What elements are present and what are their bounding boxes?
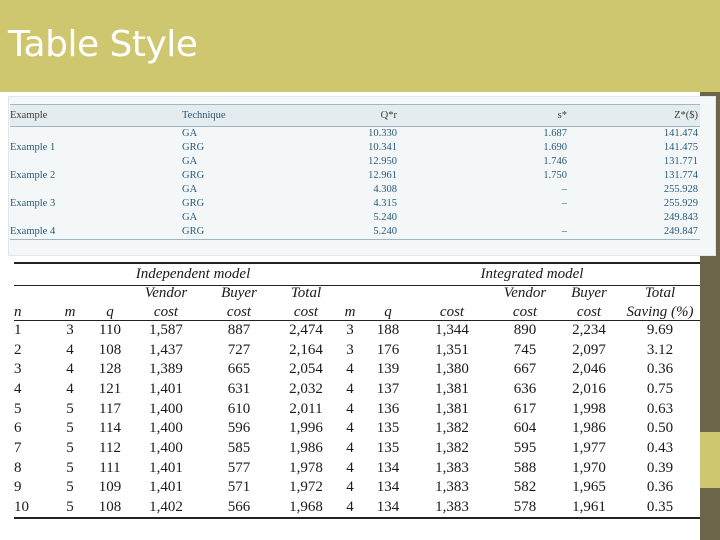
q-integrated-cell: 135 bbox=[376, 420, 400, 437]
table-row bbox=[10, 141, 700, 155]
vendor-cost-integrated-cell: 1,344 bbox=[435, 322, 469, 339]
vendor-cost-header-top: Vendor bbox=[144, 284, 188, 301]
q-cell: 111 bbox=[99, 459, 121, 476]
sub-header-row-top bbox=[14, 285, 700, 301]
vendor-cost-header-bottom: cost bbox=[130, 301, 202, 321]
m-integrated-cell: 4 bbox=[336, 498, 364, 518]
s-value-cell: – bbox=[397, 225, 567, 240]
buyer-cost-integrated-cell: 595 bbox=[513, 439, 537, 456]
total-cost-cell: 2,474 bbox=[289, 322, 323, 339]
buyer-cost-cell: 727 bbox=[227, 341, 251, 358]
table-row bbox=[10, 155, 700, 169]
buyer-cost-cell: 631 bbox=[227, 380, 251, 397]
total-cost-integrated-cell: 1,965 bbox=[572, 479, 606, 496]
vendor-cost-header-bottom: cost bbox=[412, 301, 492, 321]
m-cell: 5 bbox=[66, 400, 74, 417]
model-comparison-table bbox=[14, 262, 700, 519]
buyer-cost-cell: 887 bbox=[227, 322, 251, 339]
group-spacer bbox=[14, 263, 50, 285]
buyer-cost-header-top: Buyer bbox=[221, 284, 257, 301]
total-cost-cell: 2,054 bbox=[289, 361, 323, 378]
s-value-cell: – bbox=[561, 184, 567, 195]
technique-cell: GA bbox=[182, 128, 198, 139]
example-cell: Example 3 bbox=[10, 198, 56, 209]
buyer-cost-cell: 596 bbox=[227, 420, 251, 437]
sub-header-row-bottom bbox=[14, 301, 700, 321]
n-cell: 2 bbox=[14, 341, 22, 358]
column-header-q: Q*r bbox=[302, 105, 397, 127]
q-value-cell: 5.240 bbox=[302, 225, 397, 240]
column-header-m: m bbox=[50, 301, 90, 321]
table-row bbox=[10, 183, 700, 197]
vendor-cost-integrated-cell: 1,383 bbox=[435, 479, 469, 496]
total-cost-integrated-cell: 2,097 bbox=[572, 341, 606, 358]
buyer-cost-header-bottom: cost bbox=[202, 301, 276, 321]
q-integrated-cell: 134 bbox=[376, 459, 400, 476]
table-row bbox=[10, 225, 700, 240]
example-cell: Example 2 bbox=[10, 170, 56, 181]
q-value-cell: 4.315 bbox=[373, 198, 397, 209]
saving-cell: 0.35 bbox=[620, 498, 700, 518]
m-integrated-cell: 3 bbox=[346, 341, 354, 358]
vendor-cost-integrated-cell: 1,382 bbox=[435, 439, 469, 456]
vendor-cost-cell: 1,587 bbox=[149, 322, 183, 339]
column-header-s: s* bbox=[397, 105, 567, 127]
table-header-row bbox=[10, 105, 700, 127]
saving-cell: 0.36 bbox=[646, 361, 674, 378]
q-integrated-cell: 137 bbox=[376, 380, 400, 397]
total-cost-cell: 2,032 bbox=[289, 380, 323, 397]
q-integrated-cell: 139 bbox=[376, 361, 400, 378]
vendor-cost-cell: 1,401 bbox=[149, 380, 183, 397]
s-value-cell: 1.690 bbox=[543, 142, 567, 153]
table-row bbox=[10, 127, 700, 142]
buyer-cost-integrated-cell: 617 bbox=[513, 400, 537, 417]
m-cell: 5 bbox=[66, 459, 74, 476]
vendor-cost-integrated-cell: 1,381 bbox=[435, 400, 469, 417]
table-row bbox=[10, 211, 700, 225]
q-value-cell: 5.240 bbox=[373, 212, 397, 223]
s-value-cell: 1.750 bbox=[543, 170, 567, 181]
m-integrated-cell: 4 bbox=[346, 420, 354, 437]
buyer-cost-integrated-cell: 588 bbox=[513, 459, 537, 476]
column-header-q-integrated: q bbox=[364, 301, 412, 321]
q-value-cell: 12.950 bbox=[368, 156, 397, 167]
buyer-cost-header-top: Buyer bbox=[571, 284, 607, 301]
n-cell: 10 bbox=[14, 498, 50, 518]
buyer-cost-header-bottom: cost bbox=[492, 301, 558, 321]
table-row bbox=[14, 478, 700, 498]
column-header-n: n bbox=[14, 301, 50, 321]
vendor-cost-integrated-cell: 1,383 bbox=[412, 498, 492, 518]
q-value-cell: 12.961 bbox=[368, 170, 397, 181]
buyer-cost-cell: 577 bbox=[227, 459, 251, 476]
table-row bbox=[14, 498, 700, 518]
z-value-cell: 131.771 bbox=[663, 156, 698, 167]
m-integrated-cell: 4 bbox=[346, 439, 354, 456]
vendor-cost-cell: 1,400 bbox=[149, 420, 183, 437]
total-cost-integrated-cell: 1,961 bbox=[558, 498, 620, 518]
s-value-cell bbox=[397, 211, 567, 225]
technique-cell: GA bbox=[182, 212, 198, 223]
buyer-cost-integrated-cell: 636 bbox=[513, 380, 537, 397]
m-cell: 4 bbox=[66, 341, 74, 358]
q-integrated-cell: 136 bbox=[376, 400, 400, 417]
example-cell bbox=[10, 183, 182, 197]
n-cell: 5 bbox=[14, 400, 22, 417]
vendor-cost-cell: 1,401 bbox=[149, 459, 183, 476]
table-row bbox=[10, 197, 700, 211]
buyer-cost-integrated-cell: 890 bbox=[513, 322, 537, 339]
slide-title: Table Style bbox=[8, 24, 198, 65]
technique-cell: GRG bbox=[182, 198, 205, 209]
column-header-z: Z*($) bbox=[567, 105, 700, 127]
example-cell: Example 1 bbox=[10, 142, 56, 153]
table-row bbox=[14, 360, 700, 380]
m-integrated-cell: 4 bbox=[346, 479, 354, 496]
technique-cell: GA bbox=[182, 156, 198, 167]
independent-model-header: Independent model bbox=[50, 263, 336, 285]
n-cell: 4 bbox=[14, 380, 22, 397]
n-cell: 7 bbox=[14, 439, 22, 456]
m-integrated-cell: 4 bbox=[346, 361, 354, 378]
total-cost-cell: 1,978 bbox=[289, 459, 323, 476]
q-value-cell: 4.308 bbox=[373, 184, 397, 195]
table-row bbox=[14, 380, 700, 400]
integrated-model-header: Integrated model bbox=[364, 263, 700, 285]
buyer-cost-integrated-cell: 578 bbox=[492, 498, 558, 518]
z-value-cell: 131.774 bbox=[663, 170, 698, 181]
total-cost-integrated-cell: 2,046 bbox=[572, 361, 606, 378]
m-cell: 3 bbox=[66, 322, 74, 339]
z-value-cell: 255.929 bbox=[663, 198, 698, 209]
q-integrated-cell: 134 bbox=[376, 479, 400, 496]
technique-cell: GRG bbox=[182, 142, 205, 153]
table-row bbox=[10, 169, 700, 183]
technique-cell: GA bbox=[182, 184, 198, 195]
vendor-cost-integrated-cell: 1,351 bbox=[435, 341, 469, 358]
column-header-technique: Technique bbox=[182, 105, 302, 127]
total-cost-header-bottom: cost bbox=[558, 301, 620, 321]
m-integrated-cell: 4 bbox=[346, 459, 354, 476]
technique-cell: GRG bbox=[182, 170, 205, 181]
total-cost-cell: 1,972 bbox=[289, 479, 323, 496]
z-value-cell: 141.475 bbox=[663, 142, 698, 153]
title-bar bbox=[0, 0, 720, 92]
vendor-cost-integrated-cell: 1,380 bbox=[435, 361, 469, 378]
vendor-cost-integrated-cell: 1,381 bbox=[435, 380, 469, 397]
q-integrated-cell: 135 bbox=[376, 439, 400, 456]
buyer-cost-integrated-cell: 667 bbox=[513, 361, 537, 378]
q-value-cell: 10.330 bbox=[368, 128, 397, 139]
technique-comparison-table bbox=[10, 104, 700, 240]
s-value-cell: – bbox=[561, 198, 567, 209]
q-integrated-cell: 188 bbox=[376, 322, 400, 339]
group-gap bbox=[336, 263, 364, 285]
saving-cell: 0.50 bbox=[646, 420, 674, 437]
vendor-cost-cell: 1,400 bbox=[149, 400, 183, 417]
s-value-cell: 1.687 bbox=[543, 128, 567, 139]
n-cell: 3 bbox=[14, 361, 22, 378]
total-cost-integrated-cell: 2,234 bbox=[572, 322, 606, 339]
decorative-strip-accent bbox=[700, 432, 720, 488]
buyer-cost-cell: 566 bbox=[202, 498, 276, 518]
z-value-cell: 249.843 bbox=[663, 212, 698, 223]
buyer-cost-cell: 571 bbox=[227, 479, 251, 496]
table-row bbox=[14, 458, 700, 478]
m-cell: 4 bbox=[66, 380, 74, 397]
m-cell: 5 bbox=[50, 498, 90, 518]
vendor-cost-integrated-cell: 1,382 bbox=[435, 420, 469, 437]
m-cell: 5 bbox=[66, 439, 74, 456]
q-integrated-cell: 134 bbox=[364, 498, 412, 518]
m-integrated-cell: 4 bbox=[346, 400, 354, 417]
vendor-cost-cell: 1,400 bbox=[149, 439, 183, 456]
total-cost-integrated-cell: 1,970 bbox=[572, 459, 606, 476]
saving-cell: 9.69 bbox=[646, 322, 674, 339]
m-cell: 5 bbox=[66, 479, 74, 496]
total-cost-integrated-cell: 1,977 bbox=[572, 439, 606, 456]
saving-cell: 3.12 bbox=[646, 341, 674, 358]
table-row bbox=[14, 439, 700, 459]
vendor-cost-cell: 1,437 bbox=[149, 341, 183, 358]
total-cost-cell: 1,968 bbox=[276, 498, 336, 518]
z-value-cell: 255.928 bbox=[663, 184, 698, 195]
saving-cell: 0.39 bbox=[646, 459, 674, 476]
saving-cell: 0.63 bbox=[646, 400, 674, 417]
total-cost-integrated-cell: 1,986 bbox=[572, 420, 606, 437]
buyer-cost-integrated-cell: 745 bbox=[513, 341, 537, 358]
saving-cell: 0.36 bbox=[646, 479, 674, 496]
vendor-cost-cell: 1,401 bbox=[149, 479, 183, 496]
s-value-cell: 1.746 bbox=[543, 156, 567, 167]
total-cost-integrated-cell: 1,998 bbox=[572, 400, 606, 417]
q-value-cell: 10.341 bbox=[368, 142, 397, 153]
column-header-example: Example bbox=[10, 105, 182, 127]
column-header-m-integrated: m bbox=[336, 301, 364, 321]
example-cell bbox=[10, 211, 182, 225]
example-cell: Example 4 bbox=[10, 225, 182, 240]
q-cell: 121 bbox=[98, 380, 122, 397]
column-header-q: q bbox=[90, 301, 130, 321]
m-cell: 5 bbox=[66, 420, 74, 437]
z-value-cell: 141.474 bbox=[663, 128, 698, 139]
q-cell: 117 bbox=[99, 400, 121, 417]
vendor-cost-cell: 1,402 bbox=[130, 498, 202, 518]
example-cell bbox=[10, 127, 182, 142]
total-cost-cell: 1,986 bbox=[289, 439, 323, 456]
q-cell: 110 bbox=[99, 322, 121, 339]
example-cell bbox=[10, 155, 182, 169]
technique-cell: GRG bbox=[182, 225, 302, 240]
model-group-header-row bbox=[14, 263, 700, 285]
q-cell: 112 bbox=[99, 439, 121, 456]
q-cell: 108 bbox=[90, 498, 130, 518]
table-row bbox=[14, 340, 700, 360]
total-cost-cell: 1,996 bbox=[289, 420, 323, 437]
saving-cell: 0.43 bbox=[646, 439, 674, 456]
z-value-cell: 249.847 bbox=[567, 225, 700, 240]
vendor-cost-cell: 1,389 bbox=[149, 361, 183, 378]
column-header-saving: Saving (%) bbox=[620, 301, 700, 321]
n-cell: 6 bbox=[14, 420, 22, 437]
q-cell: 109 bbox=[98, 479, 122, 496]
buyer-cost-integrated-cell: 582 bbox=[513, 479, 537, 496]
total-cost-header-bottom: cost bbox=[276, 301, 336, 321]
total-cost-cell: 2,011 bbox=[289, 400, 323, 417]
q-cell: 128 bbox=[98, 361, 122, 378]
buyer-cost-cell: 665 bbox=[227, 361, 251, 378]
m-integrated-cell: 4 bbox=[346, 380, 354, 397]
table-row bbox=[14, 399, 700, 419]
buyer-cost-cell: 585 bbox=[227, 439, 251, 456]
m-integrated-cell: 3 bbox=[346, 322, 354, 339]
vendor-cost-header-top: Vendor bbox=[503, 284, 547, 301]
n-cell: 9 bbox=[14, 479, 22, 496]
total-cost-header-top: Total bbox=[644, 284, 676, 301]
buyer-cost-integrated-cell: 604 bbox=[513, 420, 537, 437]
n-cell: 8 bbox=[14, 459, 22, 476]
vendor-cost-integrated-cell: 1,383 bbox=[435, 459, 469, 476]
total-cost-integrated-cell: 2,016 bbox=[572, 380, 606, 397]
saving-cell: 0.75 bbox=[646, 380, 674, 397]
q-integrated-cell: 176 bbox=[376, 341, 400, 358]
m-cell: 4 bbox=[66, 361, 74, 378]
total-cost-cell: 2,164 bbox=[289, 341, 323, 358]
table-row bbox=[14, 419, 700, 439]
buyer-cost-cell: 610 bbox=[227, 400, 251, 417]
q-cell: 114 bbox=[99, 420, 121, 437]
table-row bbox=[14, 321, 700, 341]
n-cell: 1 bbox=[14, 322, 22, 339]
q-cell: 108 bbox=[98, 341, 122, 358]
total-cost-header-top: Total bbox=[290, 284, 322, 301]
